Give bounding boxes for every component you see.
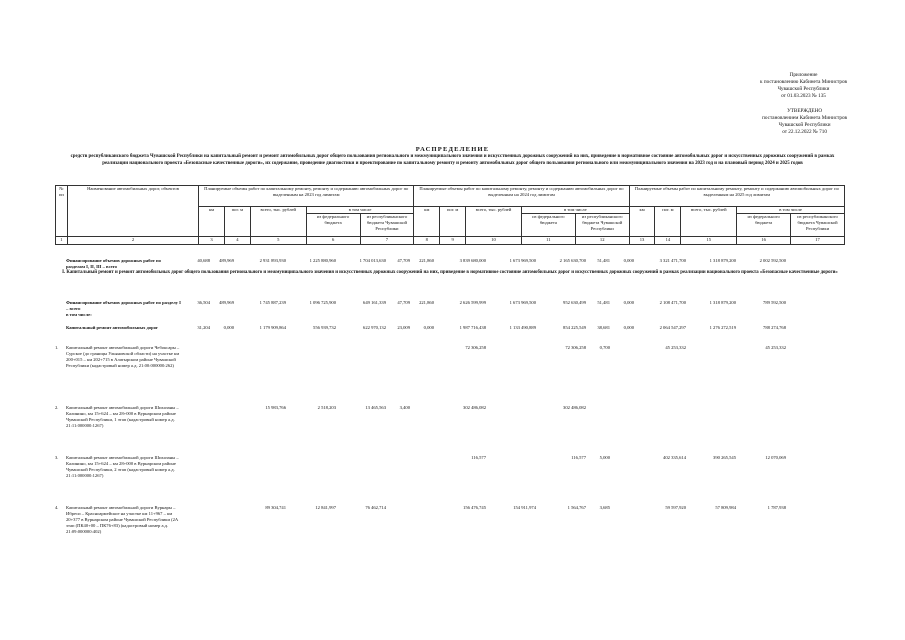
header-group-2024: Планируемые объемы работ по капитальному ремонту, ремонту и содержанию автомобильных дорог по выделенным на 2024 год лимитам <box>414 186 629 207</box>
header-pm: пог. м <box>655 207 681 237</box>
cell-value: 116,577 <box>471 455 486 460</box>
cell-value: 23,009 <box>397 325 410 330</box>
approval-line: от 01.03.2023 № 135 <box>781 93 826 99</box>
column-number: 4 <box>224 237 250 245</box>
header-rep: из республиканского бюджета Чувашской Республики <box>575 214 629 237</box>
column-number: 6 <box>306 237 360 245</box>
approval-line: Чувашской Республики <box>778 122 831 128</box>
cell-value: 1 276 272,519 <box>709 325 736 330</box>
header-incl: в том числе <box>521 207 629 214</box>
cell-value: 38,681 <box>597 325 610 330</box>
cell-value: 302 486,082 <box>563 405 586 410</box>
cell-value: 45 253,332 <box>765 345 786 350</box>
row-label: Финансирование объемов дорожных работ по разделам I, II, III – всего <box>66 258 161 269</box>
column-number: 12 <box>575 237 629 245</box>
cell-value: 116,577 <box>571 455 586 460</box>
column-number: 16 <box>737 237 791 245</box>
document-title: РАСПРЕДЕЛЕНИЕ <box>415 146 490 153</box>
cell-value: 489,969 <box>219 300 234 305</box>
cell-value: 1 318 879,200 <box>709 258 736 263</box>
cell-value: 2 518,203 <box>317 405 336 410</box>
cell-value: 952 630,499 <box>563 300 586 305</box>
cell-value: 12 070,069 <box>765 455 786 460</box>
cell-value: 72 306,258 <box>465 345 486 350</box>
cell-value: 13 465,563 <box>365 405 386 410</box>
row-number: 1. <box>55 345 59 350</box>
cell-value: 47,709 <box>397 258 410 263</box>
cell-value: 2 931 893,930 <box>259 258 286 263</box>
cell-value: 1 673 969,500 <box>509 300 536 305</box>
header-total: всего, тыс. рублей <box>681 207 737 237</box>
cell-value: 2 626 599,999 <box>459 300 486 305</box>
cell-value: 0,000 <box>423 325 434 330</box>
column-numbers-row <box>56 237 845 245</box>
header-total: всего, тыс. рублей <box>250 207 306 237</box>
cell-value: 1 704 013,630 <box>359 258 386 263</box>
header-group-2025: Планируемые объемы работ по капитальному ремонту, ремонту и содержанию автомобильных дорог по выделенным на 2025 год лимитам <box>629 186 844 207</box>
header-km: км <box>629 207 655 237</box>
column-number: 11 <box>521 237 575 245</box>
header-no: № пп <box>56 186 68 237</box>
approval-line: УТВЕРЖДЕНО <box>787 108 823 114</box>
cell-value: 788 274,768 <box>763 325 786 330</box>
cell-value: 2 002 592,500 <box>759 258 786 263</box>
cell-value: 2 165 630,700 <box>559 258 586 263</box>
approval-line: Чувашской Республики <box>777 86 830 92</box>
row-number: 3. <box>55 455 59 460</box>
distribution-table-header <box>55 185 845 245</box>
column-number: 15 <box>681 237 737 245</box>
column-number: 7 <box>360 237 414 245</box>
cell-value: 154 911,974 <box>513 505 536 510</box>
header-pm: пог. м <box>224 207 250 237</box>
column-number: 9 <box>440 237 466 245</box>
cell-value: 72 306,258 <box>565 345 586 350</box>
cell-value: 789 592,500 <box>763 300 786 305</box>
cell-value: 156 476,745 <box>463 505 486 510</box>
cell-value: 1 225 880,960 <box>309 258 336 263</box>
cell-value: 76 462,714 <box>365 505 386 510</box>
cell-value: 1 179 909,864 <box>259 325 286 330</box>
row-label: Капитальный ремонт автомобильной дороги Чебоксары – Сурское (до границы Ульяновской области) на участке км 200+015 – км 202+715 в Алатырском районе Чувашской Республики (кадастровый номер а.д. 21:00:000000:262) <box>66 345 180 368</box>
cell-value: 1 745 887,239 <box>259 300 286 305</box>
cell-value: 489,969 <box>219 258 234 263</box>
cell-value: 51,481 <box>597 300 610 305</box>
header-total: всего, тыс. рублей <box>466 207 522 237</box>
row-label: Капитальный ремонт автомобильной дороги Шихазаны – Калинино, км 15+624 – км 28+000 в Вурнарском районе Чувашской Республики, 1 этап (кадастровый номер а.д. 21:11:000000:1267) <box>66 405 179 428</box>
approval-line: постановлением Кабинета Министров <box>762 115 847 121</box>
cell-value: 47,709 <box>397 300 410 305</box>
cell-value: 221,860 <box>419 258 434 263</box>
cell-value: 0,000 <box>223 325 234 330</box>
cell-value: 12 841,997 <box>315 505 336 510</box>
cell-value: 2 064 547,297 <box>659 325 686 330</box>
row-label: Финансирование объемов дорожных работ по разделу I – всего в том числе: <box>66 300 181 317</box>
cell-value: 1 133 490,889 <box>509 325 536 330</box>
cell-value: 0,700 <box>599 345 610 350</box>
cell-value: 0,000 <box>623 325 634 330</box>
cell-value: 2 108 471,700 <box>659 300 686 305</box>
column-number: 1 <box>56 237 68 245</box>
cell-value: 89 304,741 <box>265 505 286 510</box>
header-name: Наименование автомобильных дорог, объектов <box>67 186 198 237</box>
row-label: Капитальный ремонт автомобильных дорог <box>66 325 159 330</box>
header-incl: в том числе <box>306 207 414 214</box>
header-fed: из федерального бюджета <box>521 214 575 237</box>
approval-stamp-approved <box>762 108 847 136</box>
header-km: км <box>414 207 440 237</box>
column-number: 14 <box>655 237 681 245</box>
cell-value: 40,688 <box>197 258 210 263</box>
cell-value: 1 318 879,200 <box>709 300 736 305</box>
cell-value: 1 096 725,900 <box>309 300 336 305</box>
cell-value: 622 970,132 <box>363 325 386 330</box>
cell-value: 556 939,732 <box>313 325 336 330</box>
cell-value: 221,860 <box>419 300 434 305</box>
cell-value: 302 486,082 <box>463 405 486 410</box>
cell-value: 402 335,614 <box>663 455 686 460</box>
row-sublabel: в том числе: <box>66 312 92 317</box>
row-number: 2. <box>55 405 59 410</box>
cell-value: 45 253,332 <box>665 345 686 350</box>
column-number: 8 <box>414 237 440 245</box>
cell-value: 5,000 <box>599 455 610 460</box>
cell-value: 3,685 <box>599 505 610 510</box>
column-number: 2 <box>67 237 198 245</box>
column-number: 5 <box>250 237 306 245</box>
cell-value: 57 809,984 <box>715 505 736 510</box>
header-incl: в том числе <box>737 207 845 214</box>
cell-value: 3,400 <box>399 405 410 410</box>
cell-value: 649 161,339 <box>363 300 386 305</box>
cell-value: 31,204 <box>197 325 210 330</box>
cell-value: 36,504 <box>197 300 210 305</box>
header-km: км <box>199 207 225 237</box>
column-number: 10 <box>466 237 522 245</box>
header-group-2023: Планируемые объемы работ по капитальному ремонту, ремонту и содержанию автомобильных дорог по выделенным на 2023 год лимитам <box>199 186 414 207</box>
cell-value: 59 597,920 <box>665 505 686 510</box>
cell-value: 1 987 716,438 <box>459 325 486 330</box>
cell-value: 854 225,549 <box>563 325 586 330</box>
cell-value: 15 983,766 <box>265 405 286 410</box>
approval-stamp-appendix <box>760 72 847 100</box>
column-number: 3 <box>199 237 225 245</box>
cell-value: 1 564,767 <box>567 505 586 510</box>
cell-value: 1 787,938 <box>767 505 786 510</box>
cell-value: 51,481 <box>597 258 610 263</box>
column-number: 17 <box>791 237 845 245</box>
cell-value: 0,000 <box>623 300 634 305</box>
column-number: 13 <box>629 237 655 245</box>
cell-value: 0,000 <box>623 258 634 263</box>
cell-value: 3 839 680,000 <box>459 258 486 263</box>
row-number: 4. <box>55 505 59 510</box>
approval-line: к постановлению Кабинета Министров <box>760 79 847 85</box>
section-heading: I. Капитальный ремонт и ремонт автомобильных дорог общего пользования регионального и межмуниципального значения и искусственных дорожных сооружений на них, приведение в нормативное состояние автомобильных дорог и искусственных дорожных сооружений в рамках реализации национального проекта «Безопасные качественные дороги» <box>62 270 838 275</box>
row-label: Капитальный ремонт автомобильной дороги Шихазаны – Калинино, км 15+624 – км 28+000 в Вурнарском районе Чувашской Республики, 2 этап (кадастровый номер а.д. 21:11:000000:1267) <box>66 455 179 478</box>
header-rep: из республиканского бюджета Чувашской Республики <box>360 214 414 237</box>
cell-value: 3 321 471,700 <box>659 258 686 263</box>
header-pm: пог. м <box>440 207 466 237</box>
header-fed: из федерального бюджета <box>306 214 360 237</box>
row-label: Капитальный ремонт автомобильной дороги Вурнары – Ибреси – Красноармейское на участке км 11+967 – км 20+377 в Вурнарском районе Чувашской Республики (2А этап (ПК40+00 – ПК76+83) (кадастровый номер а.д. 21:09:000000:402) <box>66 505 179 534</box>
approval-line: Приложение <box>789 72 818 78</box>
document-subtitle: средств республиканского бюджета Чувашской Республики на капитальный ремонт и ремонт автомобильных дорог общего пользования регионального и межмуниципального значения и искусственных дорожных сооружений на них, приведение в нормативное состояние автомобильных дорог и искусственных дорожных сооружений в рамках реализации национального проекта «Безопасные качественные дороги», их содержание, проведение диагностики и проектирование по капитальному ремонту и ремонту автомобильных дорог общего пользования регионального или межмуниципального значения на 2023 год и на плановый период 2024 и 2025 годов <box>70 154 835 166</box>
cell-value: 1 673 969,500 <box>509 258 536 263</box>
header-fed: из федерального бюджета <box>737 214 791 237</box>
header-rep: из республиканского бюджета Чувашской Республики <box>791 214 845 237</box>
cell-value: 390 265,545 <box>713 455 736 460</box>
approval-line: от 22.12.2022 № 710 <box>782 129 827 135</box>
